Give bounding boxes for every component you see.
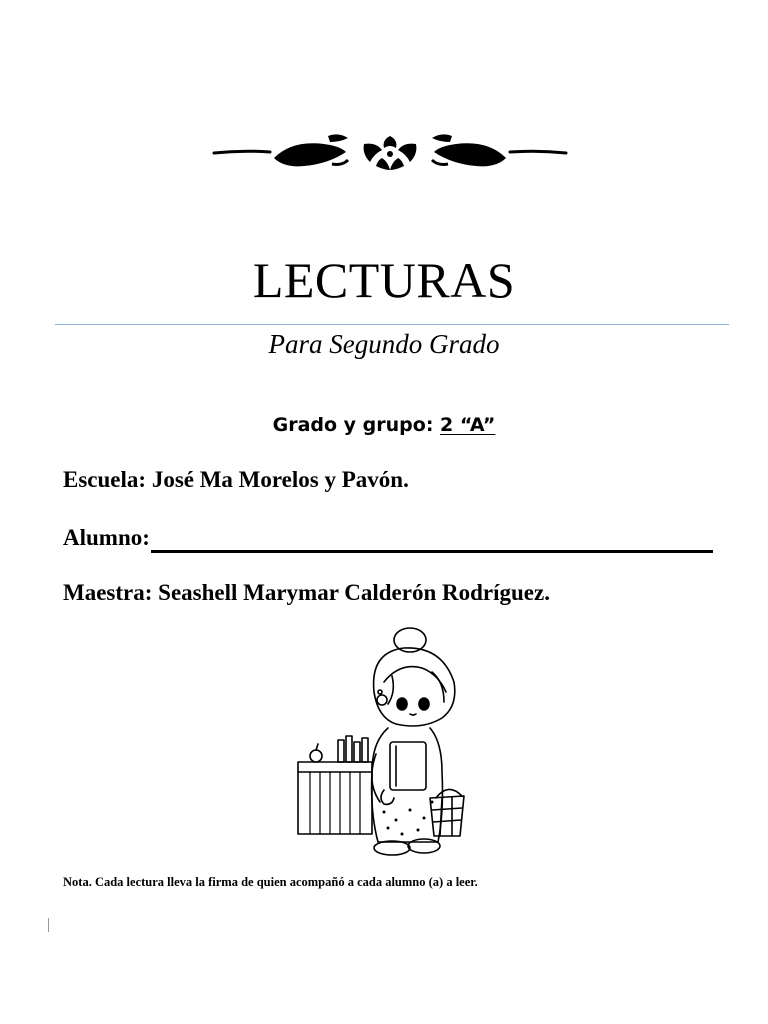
footnote: Nota. Cada lectura lleva la firma de quien acompañó a cada alumno (a) a leer. (63, 875, 478, 889)
school-line (63, 465, 409, 495)
grade-group-value: 2 “A” (440, 414, 496, 436)
page-subtitle: Para Segundo Grado (268, 329, 500, 359)
teacher-label: Maestra: (63, 580, 153, 605)
school-value: José Ma Morelos y Pavón. (151, 467, 409, 492)
teacher-value: Seashell Marymar Calderón Rodríguez. (158, 580, 550, 605)
student-name-blank (151, 524, 713, 553)
student-label: Alumno: (63, 525, 150, 550)
page-title: LECTURAS (252, 252, 516, 308)
text-cursor (48, 918, 49, 932)
teacher-line (63, 578, 550, 608)
title-divider (55, 324, 729, 325)
grade-group-line (0, 410, 768, 440)
grade-group-label: Grado y grupo: (272, 414, 434, 436)
girl-with-book-illustration (292, 622, 472, 862)
floral-divider-ornament (212, 130, 568, 174)
student-line (63, 523, 713, 553)
school-label: Escuela: (63, 467, 147, 492)
